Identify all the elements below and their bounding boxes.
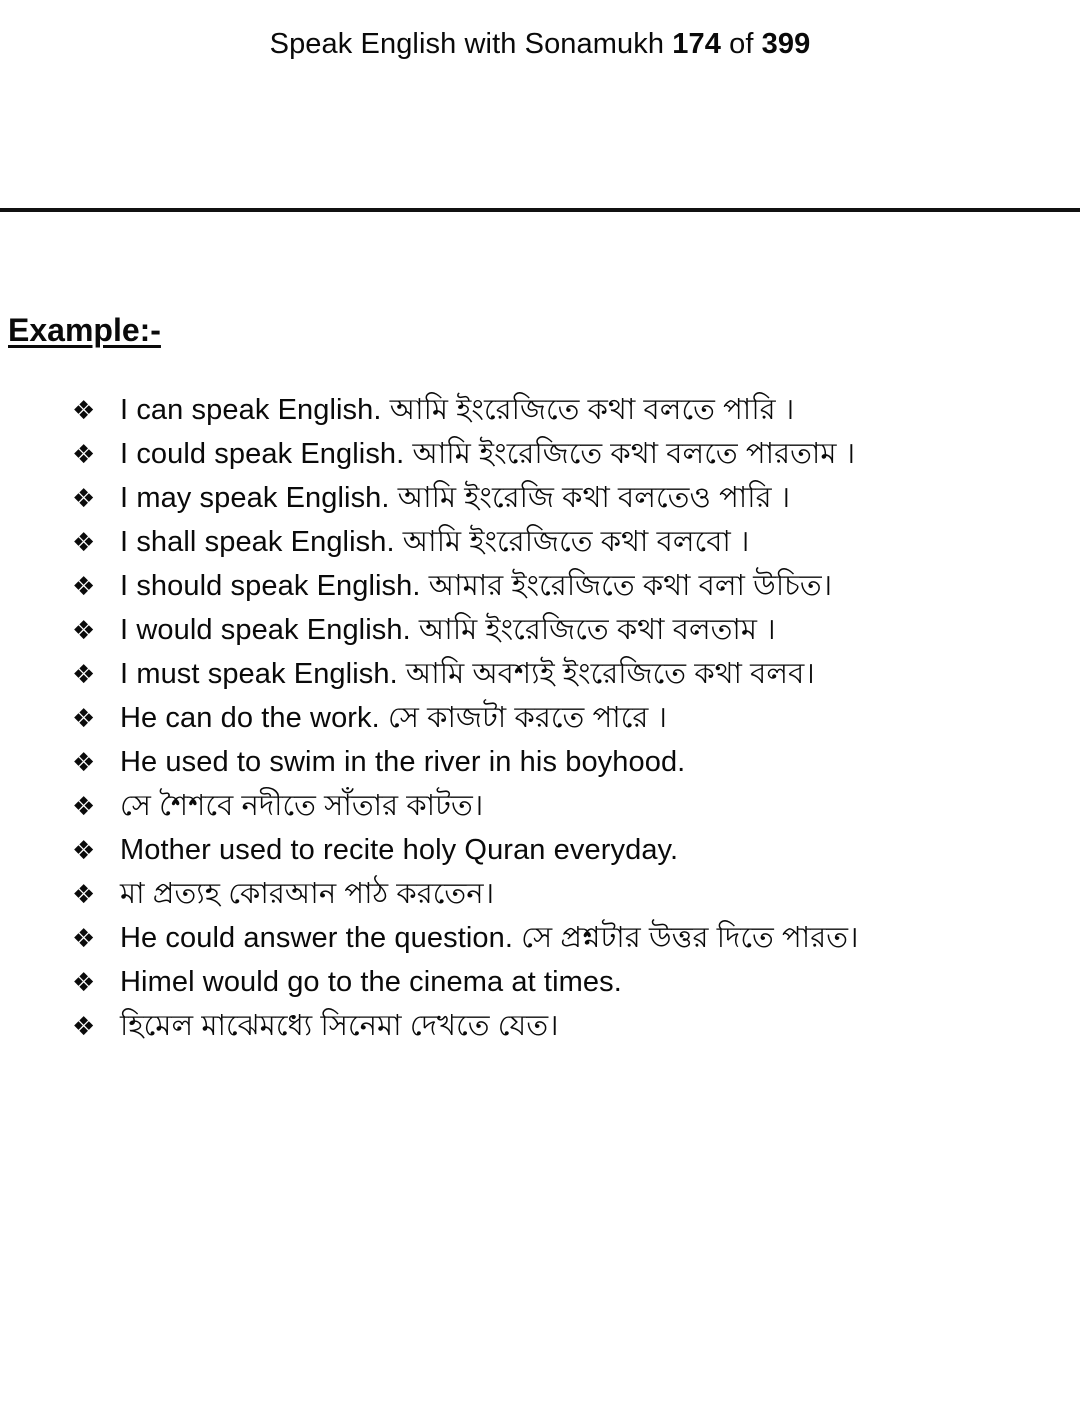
document-title-line (0, 26, 1080, 62)
list-item-text: Himel would go to the cinema at times. (120, 966, 622, 998)
diamond-bullet-icon: ❖ (72, 527, 96, 557)
list-item-text: I would speak English. আমি ইংরেজিতে কথা বলতাম । (120, 614, 776, 646)
total-page-count: 399 (761, 28, 811, 60)
list-item-text: He can do the work. সে কাজটা করতে পারে । (120, 702, 668, 734)
list-item-text: I should speak English. আমার ইংরেজিতে কথা বলা উচিত। (120, 570, 833, 602)
list-item (0, 960, 1080, 1004)
list-item (0, 608, 1080, 652)
list-item (0, 388, 1080, 432)
list-item-text: মা প্রত্যহ কোরআন পাঠ করতেন। (120, 878, 495, 910)
list-item (0, 652, 1080, 696)
list-item (0, 828, 1080, 872)
diamond-bullet-icon: ❖ (72, 923, 96, 953)
list-item (0, 564, 1080, 608)
list-item (0, 696, 1080, 740)
diamond-bullet-icon: ❖ (72, 791, 96, 821)
list-item-text: I shall speak English. আমি ইংরেজিতে কথা বলবো । (120, 526, 750, 558)
diamond-bullet-icon: ❖ (72, 835, 96, 865)
list-item (0, 520, 1080, 564)
list-item-text: I could speak English. আমি ইংরেজিতে কথা বলতে পারতাম । (120, 438, 856, 470)
page-of-label: of (729, 28, 754, 60)
example-sentence-list (0, 388, 1080, 1048)
current-page-number: 174 (672, 28, 721, 60)
diamond-bullet-icon: ❖ (72, 615, 96, 645)
list-item-text: I can speak English. আমি ইংরেজিতে কথা বলতে পারি । (120, 394, 795, 426)
list-item-text: He could answer the question. সে প্রশ্নটার উত্তর দিতে পারত। (120, 922, 859, 954)
diamond-bullet-icon: ❖ (72, 395, 96, 425)
list-item (0, 784, 1080, 828)
list-item (0, 740, 1080, 784)
diamond-bullet-icon: ❖ (72, 747, 96, 777)
header-divider (0, 208, 1080, 212)
list-item-text: I must speak English. আমি অবশ্যই ইংরেজিতে কথা বলব। (120, 658, 815, 690)
document-body (0, 310, 1080, 1048)
diamond-bullet-icon: ❖ (72, 1011, 96, 1041)
diamond-bullet-icon: ❖ (72, 659, 96, 689)
diamond-bullet-icon: ❖ (72, 967, 96, 997)
list-item-text: Mother used to recite holy Quran everyday. (120, 834, 679, 866)
list-item-text: হিমেল মাঝেমধ্যে সিনেমা দেখতে যেত। (120, 1010, 559, 1042)
section-heading: Example:- (8, 312, 161, 348)
list-item (0, 916, 1080, 960)
list-item-text: He used to swim in the river in his boyhood. (120, 746, 686, 778)
list-item (0, 1004, 1080, 1048)
document-title: Speak English with Sonamukh (269, 28, 665, 60)
page-header (0, 0, 1080, 210)
diamond-bullet-icon: ❖ (72, 571, 96, 601)
diamond-bullet-icon: ❖ (72, 439, 96, 469)
diamond-bullet-icon: ❖ (72, 879, 96, 909)
list-item (0, 872, 1080, 916)
diamond-bullet-icon: ❖ (72, 483, 96, 513)
list-item-text: I may speak English. আমি ইংরেজি কথা বলতেও পারি । (120, 482, 791, 514)
list-item (0, 476, 1080, 520)
list-item-text: সে শৈশবে নদীতে সাঁতার কাটত। (120, 790, 484, 822)
list-item (0, 432, 1080, 476)
diamond-bullet-icon: ❖ (72, 703, 96, 733)
section-heading-wrapper (0, 310, 1080, 388)
